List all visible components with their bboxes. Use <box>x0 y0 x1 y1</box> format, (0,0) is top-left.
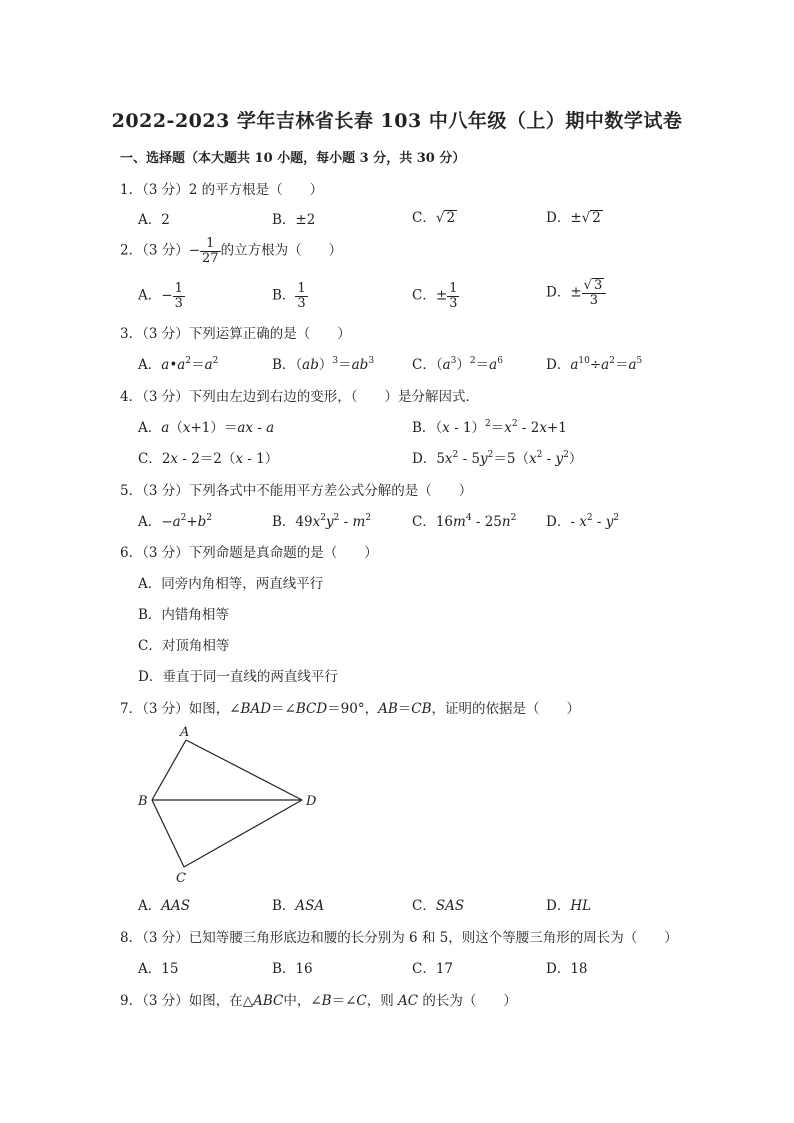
question-9-stem: 9．（3 分）如图，在△ABC中，∠B＝∠C，则 AC 的长为（ ） <box>120 993 517 1009</box>
q5-option-c: C．$16m^4 - 25n^2$ <box>412 513 517 530</box>
section-heading: 一、选择题（本大题共 10 小题，每小题 3 分，共 30 分） <box>120 151 466 166</box>
question-8-stem: 8．（3 分）已知等腰三角形底边和腰的长分别为 6 和 5，则这个等腰三角形的周长为（ ） <box>120 930 678 946</box>
q2-option-b: B． $\frac{1}{3}$ <box>272 281 306 311</box>
sqrt-symbol: √ 2 <box>581 210 601 226</box>
question-7-stem: 7．（3 分）如图，∠BAD＝∠BCD＝90°，AB＝CB，证明的依据是（ ） <box>120 701 581 717</box>
q5-option-d: D．- $x^2 - y^2$ <box>546 513 620 530</box>
q4-option-a: A．a（x+1）＝ax - a <box>138 420 275 436</box>
q1-option-d: D．±√ 2 <box>546 210 601 226</box>
q7-option-b: B．ASA <box>272 898 325 914</box>
q5-option-a: A．$-a^2+b^2$ <box>138 513 213 530</box>
q8-option-c: C．17 <box>412 961 454 977</box>
question-3-stem: 3．（3 分）下列运算正确的是（ ） <box>120 326 351 342</box>
q8-option-d: D．18 <box>546 961 588 977</box>
q7-option-c: C．SAS <box>412 898 465 914</box>
fraction: $\frac{1}{27}$ <box>202 236 219 266</box>
q1-option-b: B．±2 <box>272 212 316 228</box>
q5-option-b: B．$49x^2y^2 - m^2$ <box>272 513 372 530</box>
q2-option-a: A．− $\frac{1}{3}$ <box>138 281 183 311</box>
q6-option-b: B．内错角相等 <box>138 607 229 623</box>
q7-geometry-figure <box>130 720 330 885</box>
vertex-label-c: C <box>176 871 186 885</box>
vertex-label-d: D <box>306 794 317 809</box>
sqrt-symbol: √ 2 <box>435 210 456 226</box>
q7-option-a: A．AAS <box>138 898 190 914</box>
q6-option-d: D．垂直于同一直线的两直线平行 <box>138 669 338 685</box>
q6-option-a: A．同旁内角相等，两直线平行 <box>138 576 324 592</box>
q4-option-b: B．$(x - 1)^2=x^2 - 2x+1$ <box>412 419 567 436</box>
q3-option-a: A．$a•a^2=a^2$ <box>138 356 219 373</box>
q2-option-d: D．± $\frac{√ 3}{3}$ <box>546 278 606 308</box>
q3-option-b: B．$(ab)^3=ab^3$ <box>272 356 375 373</box>
q8-option-a: A．15 <box>138 961 179 977</box>
question-4-stem: 4．（3 分）下列由左边到右边的变形，（ ）是分解因式． <box>120 389 479 405</box>
exam-title: 2022-2023 学年吉林省长春 103 中八年级（上）期中数学试卷 <box>111 110 683 132</box>
q1-option-c: C．√ 2 <box>412 210 456 226</box>
segment-ad <box>186 740 302 800</box>
question-2-stem: 2．（3 分）− $\frac{1}{27}$ 的立方根为（ ） <box>120 236 343 266</box>
q4-option-c: C．2x - 2＝2（x - 1） <box>138 451 279 467</box>
q1-option-a: A．2 <box>138 212 170 228</box>
question-5-stem: 5．（3 分）下列各式中不能用平方差公式分解的是（ ） <box>120 483 473 499</box>
q3-option-c: C．$(a^3)^2=a^6$ <box>412 356 503 373</box>
q8-option-b: B．16 <box>272 961 313 977</box>
q2-option-c: C．± $\frac{1}{3}$ <box>412 281 458 311</box>
question-6-stem: 6．（3 分）下列命题是真命题的是（ ） <box>120 545 378 561</box>
segment-cd <box>184 800 302 867</box>
vertex-label-b: B <box>138 794 148 809</box>
sqrt-symbol: √ 3 <box>583 278 603 293</box>
segment-ab <box>152 740 186 800</box>
q4-option-d: D．$5x^2 - 5y^2=5(x^2 - y^2)$ <box>412 450 583 467</box>
segment-bc <box>152 800 184 867</box>
q7-option-d: D．HL <box>546 898 592 914</box>
q6-option-c: C．对顶角相等 <box>138 638 230 654</box>
vertex-label-a: A <box>180 725 190 740</box>
question-1-stem: 1．（3 分）2 的平方根是（ ） <box>120 182 324 198</box>
q3-option-d: D．$a^{10}\div a^2=a^5$ <box>546 356 643 373</box>
